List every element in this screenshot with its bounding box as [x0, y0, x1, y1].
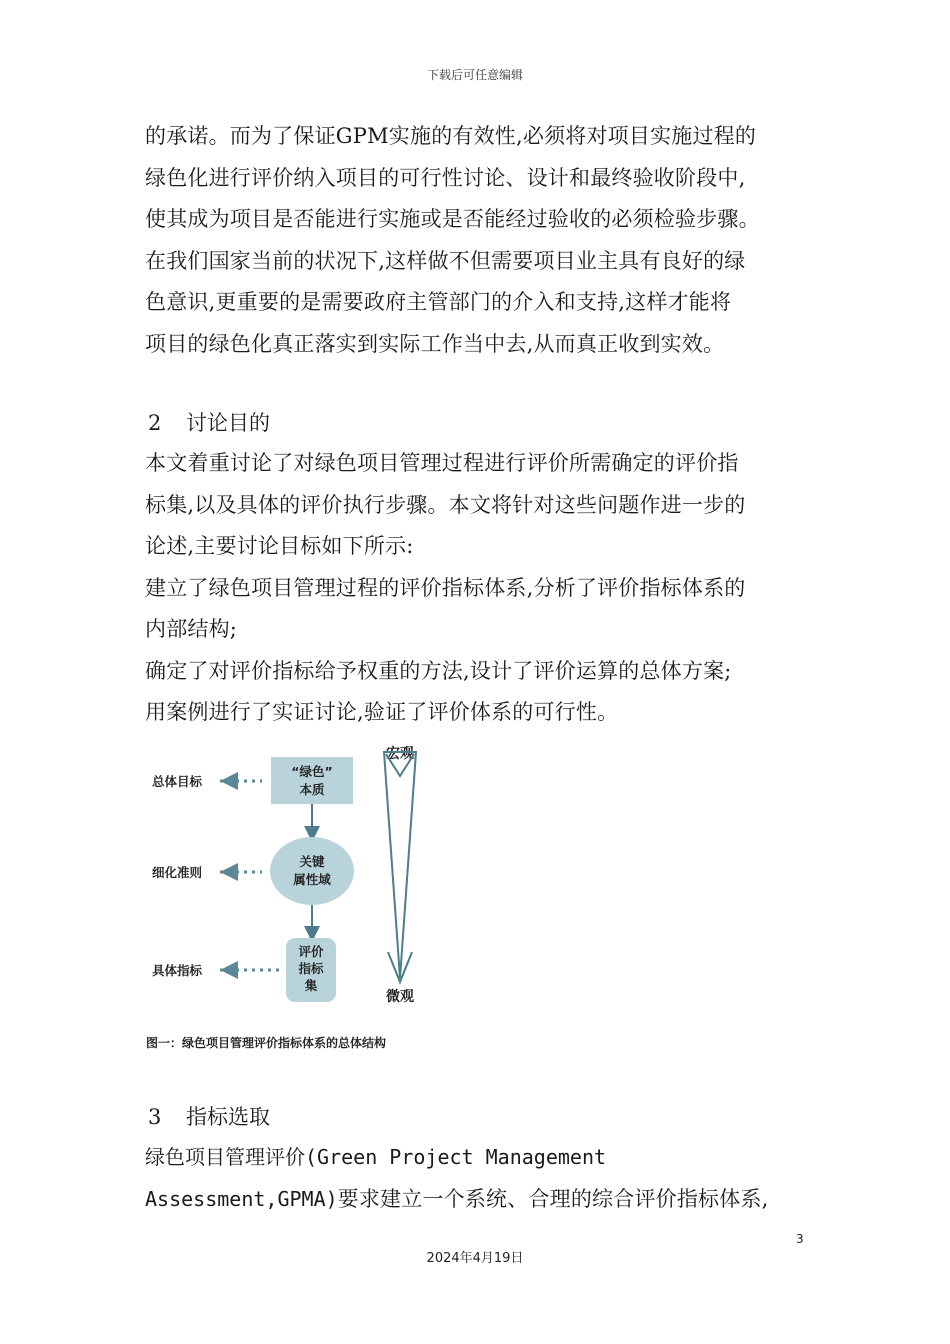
text-line: 建立了绿色项目管理过程的评价指标体系,分析了评价指标体系的 [145, 575, 746, 600]
paragraph-intro [145, 116, 815, 365]
page-number: 3 [796, 1232, 804, 1246]
label-refined-criteria: 细化准则 [152, 865, 203, 880]
figure-caption: 图一：绿色项目管理评价指标体系的总体结构 [146, 1036, 387, 1050]
section-title: 讨论目的 [186, 411, 270, 435]
ellipse-line1: 关键 [299, 854, 325, 869]
section-3-heading [148, 1102, 270, 1132]
macro-micro-arrow-outer [384, 752, 416, 978]
paragraph-section-3 [145, 1137, 815, 1220]
text-line: 内部结构; [145, 617, 238, 641]
label-micro: 微观 [386, 989, 414, 1005]
box-green-essence-line2: 本质 [299, 782, 325, 797]
figure-index-system [140, 738, 440, 1058]
diagram-svg [140, 738, 440, 1058]
text-line: 的承诺。而为了保证GPM实施的有效性,必须将对项目实施过程的 [145, 124, 757, 148]
box-indicator-set-line3: 集 [304, 978, 318, 993]
section-number: 3 [148, 1105, 162, 1129]
text-line [145, 1179, 815, 1221]
text-line: 使其成为项目是否能进行实施或是否能经过验收的必须检验步骤。 [145, 207, 760, 231]
text-line: 色意识,更重要的是需要政府主管部门的介入和支持,这样才能将 [145, 290, 732, 314]
text-line: 项目的绿色化真正落实到实际工作当中去,从而真正收到实效。 [145, 331, 725, 356]
text-line: 标集,以及具体的评价执行步骤。本文将针对这些问题作进一步的 [145, 492, 746, 517]
section-2-heading [148, 408, 270, 438]
box-indicator-set-line1: 评价 [298, 944, 324, 959]
text-cjk: 要求建立一个系统、合理的综合评价指标体系, [337, 1186, 769, 1211]
text-line: 绿色化进行评价纳入项目的可行性讨论、设计和最终验收阶段中, [145, 165, 746, 190]
label-specific-indicators: 具体指标 [152, 963, 203, 978]
text-line: 论述,主要讨论目标如下所示: [145, 534, 414, 558]
ellipse-line2: 属性域 [293, 872, 331, 887]
text-line [145, 1137, 815, 1179]
label-macro: 宏观 [386, 746, 414, 762]
section-title: 指标选取 [186, 1105, 270, 1129]
section-number: 2 [148, 411, 162, 435]
text-line-content: 绿色项目管理评价(Green Project Management [145, 1145, 607, 1169]
text-line: 用案例进行了实证讨论,验证了评价体系的可行性。 [145, 700, 619, 724]
text-latin: Assessment,GPMA) [145, 1186, 338, 1211]
paragraph-section-2 [145, 443, 815, 734]
box-green-essence-line1: “绿色” [291, 764, 333, 779]
page-header: 下载后可任意编辑 [426, 68, 523, 82]
text-line: 确定了对评价指标给予权重的方法,设计了评价运算的总体方案; [145, 658, 732, 683]
text-line: 在我们国家当前的状况下,这样做不但需要项目业主具有良好的绿 [145, 248, 746, 273]
ellipse-key-attribute-domain [270, 837, 354, 905]
label-overall-goal: 总体目标 [152, 774, 203, 789]
text-line: 本文着重讨论了对绿色项目管理过程进行评价所需确定的评价指 [145, 451, 739, 475]
box-indicator-set-line2: 指标 [298, 961, 324, 976]
footer-date: 2024年4月19日 [426, 1251, 524, 1266]
